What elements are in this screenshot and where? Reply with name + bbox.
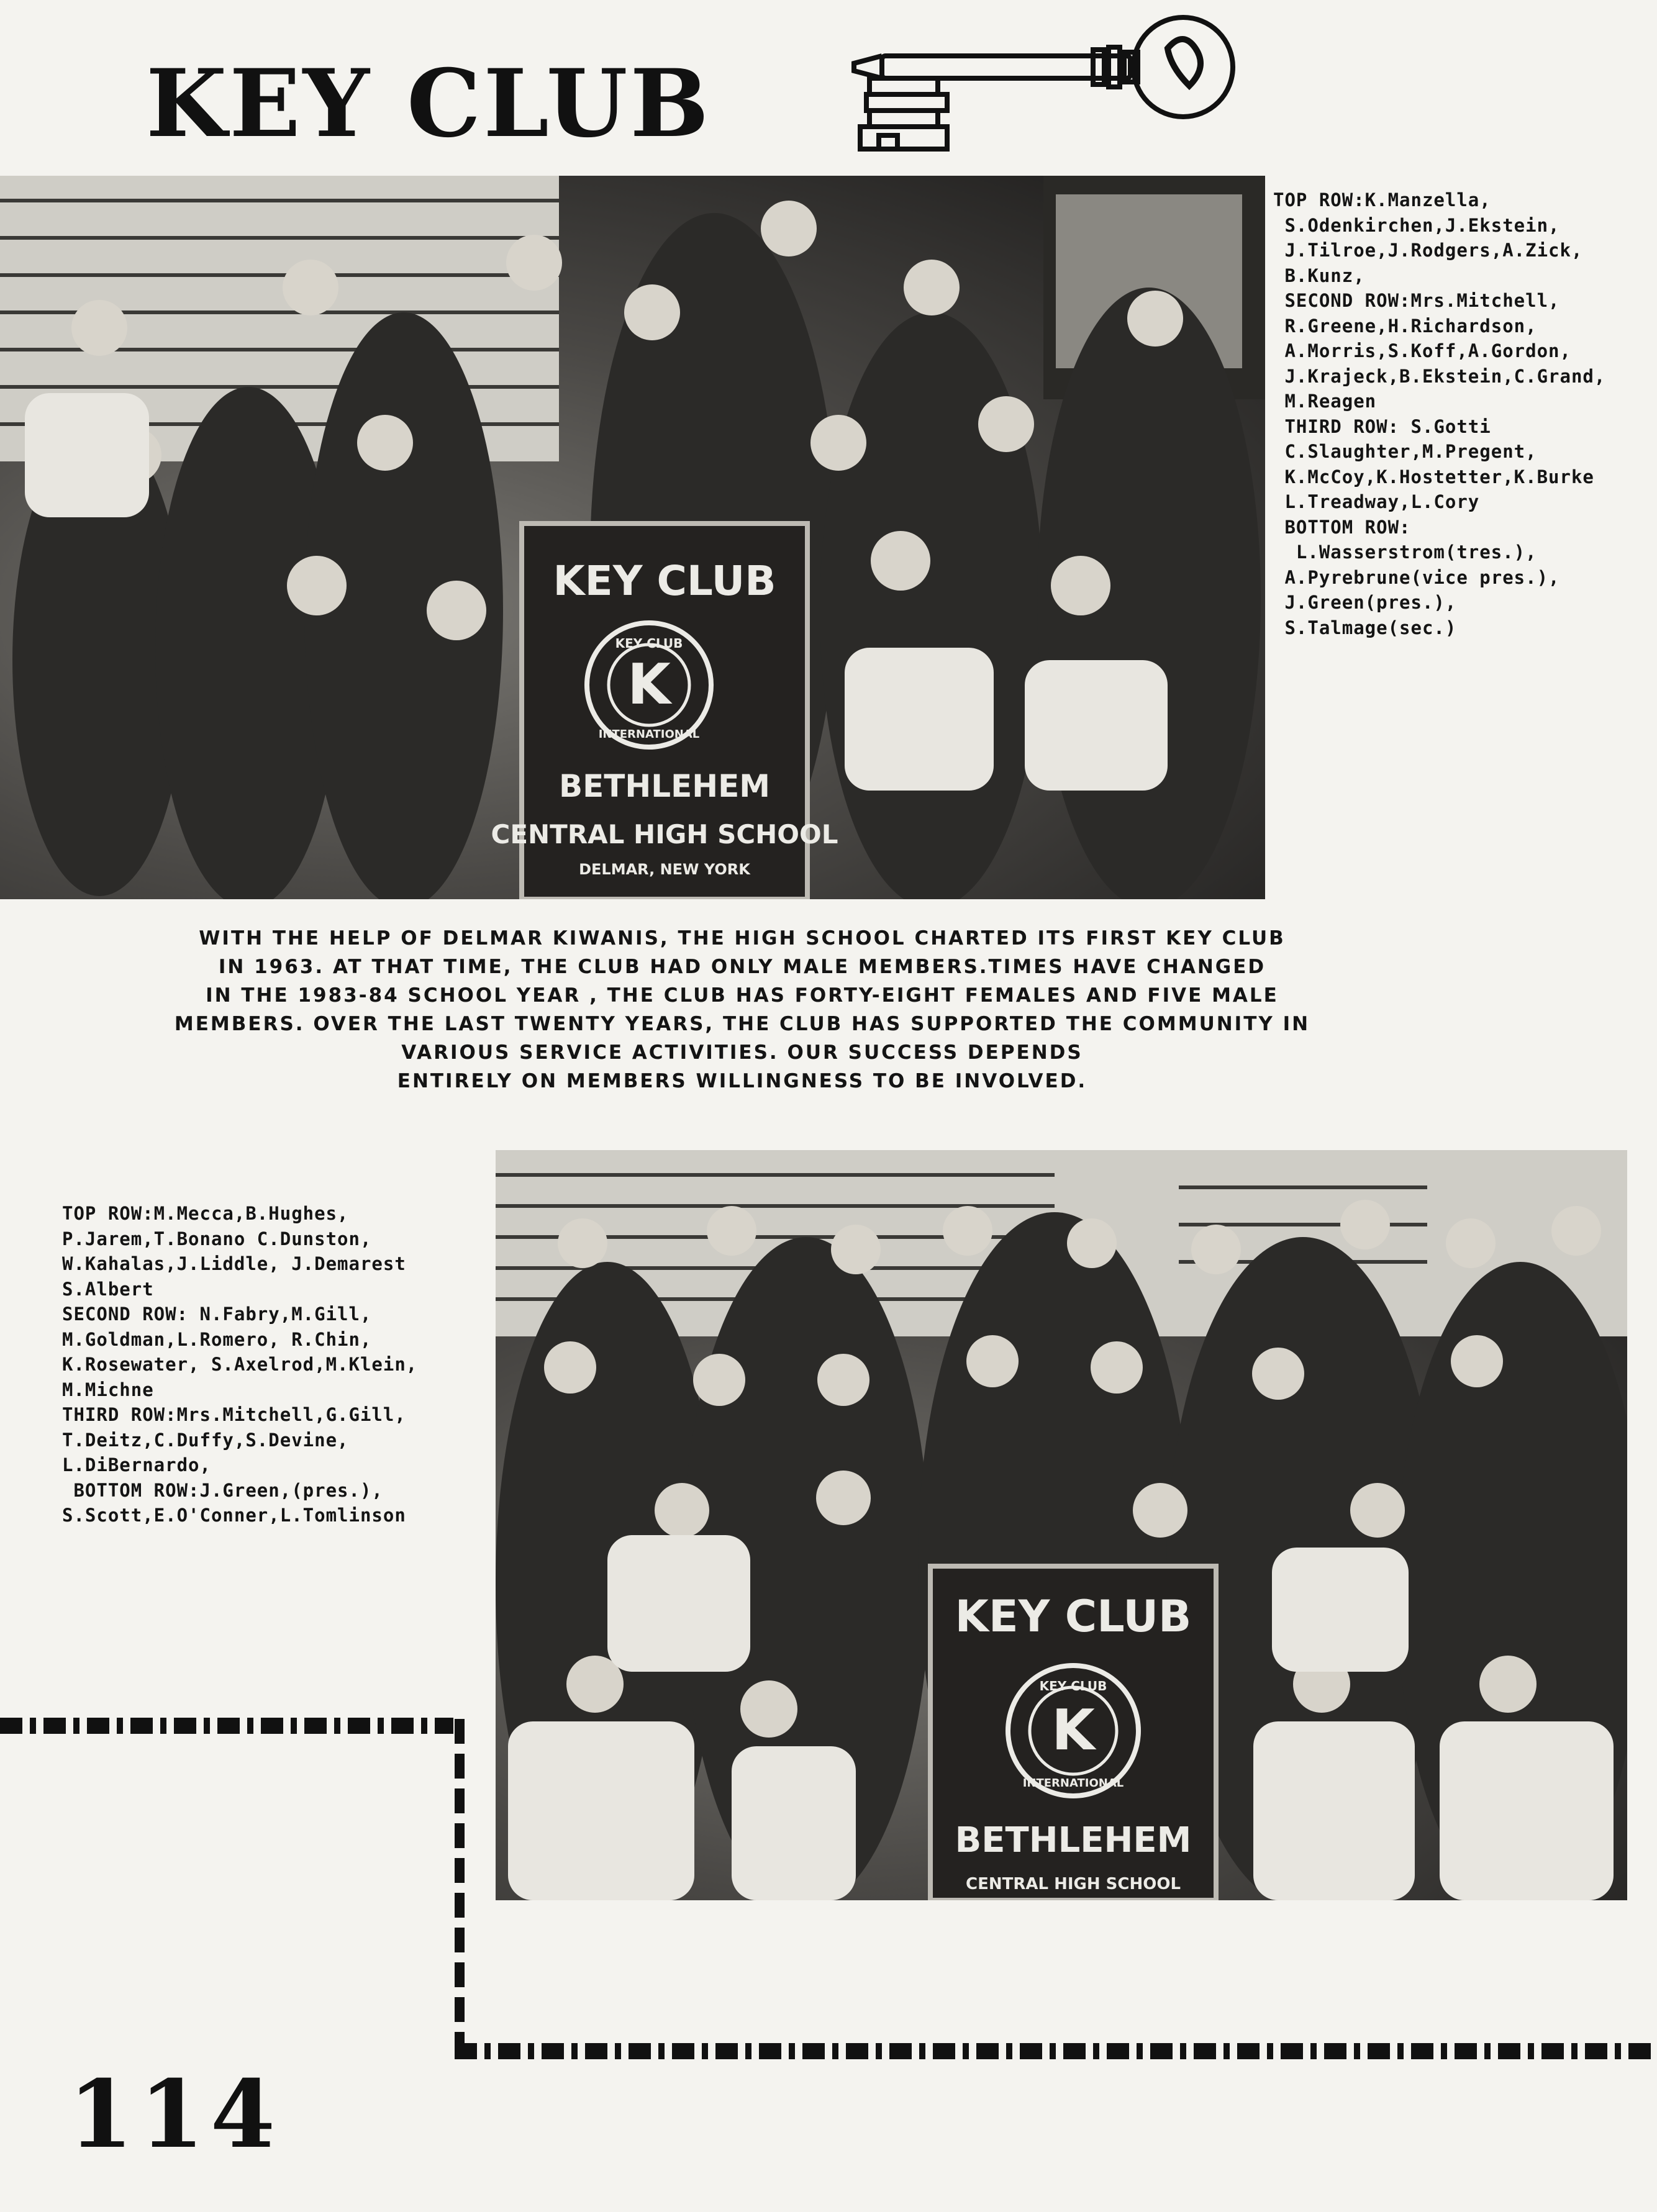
emblem-letter: K [1051, 1698, 1095, 1763]
roster-line: THIRD ROW: S.Gotti [1273, 415, 1491, 437]
roster-line: TOP ROW:K.Manzella, [1273, 189, 1491, 211]
roster-line: SECOND ROW: N.Fabry,M.Gill, [62, 1303, 372, 1325]
banner-line-2: CENTRAL HIGH SCHOOL [965, 1875, 1181, 1893]
paragraph-line: MEMBERS. OVER THE LAST TWENTY YEARS, THE CLUB HAS SUPPORTED THE COMMUNITY IN [174, 1013, 1310, 1035]
roster-line: SECOND ROW:Mrs.Mitchell, [1273, 290, 1560, 311]
paragraph-line: IN 1963. AT THAT TIME, THE CLUB HAD ONLY MALE MEMBERS.TIMES HAVE CHANGED [218, 956, 1266, 978]
roster-line: L.DiBernardo, [62, 1454, 211, 1475]
roster-line: M.Goldman,L.Romero, R.Chin, [62, 1328, 372, 1350]
decorative-border-vertical [455, 1719, 465, 2064]
roster-line: M.Reagen [1273, 391, 1377, 412]
paragraph-line: WITH THE HELP OF DELMAR KIWANIS, THE HIGH SCHOOL CHARTED ITS FIRST KEY CLUB [199, 927, 1286, 950]
roster-line: K.Rosewater, S.Axelrod,M.Klein, [62, 1354, 418, 1375]
group-photo-top [0, 176, 1265, 899]
banner-line-1: BETHLEHEM [955, 1820, 1192, 1861]
roster-line: A.Morris,S.Koff,A.Gordon, [1273, 340, 1571, 361]
roster-line: T.Deitz,C.Duffy,S.Devine, [62, 1429, 349, 1451]
roster-line: J.Tilroe,J.Rodgers,A.Zick, [1273, 240, 1583, 261]
roster-line: S.Odenkirchen,J.Ekstein, [1273, 214, 1560, 236]
roster-line: B.Kunz, [1273, 265, 1365, 286]
banner-title: KEY CLUB [955, 1591, 1192, 1642]
roster-line: A.Pyrebrune(vice pres.), [1273, 566, 1560, 588]
roster-line: S.Talmage(sec.) [1273, 617, 1457, 638]
emblem-side-text: INTERNATIONAL [1022, 1777, 1124, 1790]
club-history-paragraph [37, 924, 1447, 1095]
decorative-border-bottom [455, 2043, 1657, 2059]
emblem-top-text: KEY CLUB [615, 636, 683, 651]
roster-line: S.Scott,E.O'Conner,L.Tomlinson [62, 1505, 406, 1526]
group-photo-bottom [496, 1150, 1627, 1900]
roster-line: THIRD ROW:Mrs.Mitchell,G.Gill, [62, 1404, 406, 1425]
paragraph-line: ENTIRELY ON MEMBERS WILLINGNESS TO BE INVOLVED. [397, 1070, 1087, 1092]
roster-line: M.Michne [62, 1379, 154, 1400]
banner-title: KEY CLUB [553, 557, 776, 605]
roster-line: TOP ROW:M.Mecca,B.Hughes, [62, 1203, 349, 1224]
emblem-letter: K [627, 652, 671, 717]
banner-line-1: BETHLEHEM [559, 768, 770, 804]
roster-line: L.Treadway,L.Cory [1273, 491, 1480, 512]
decorative-border-left [0, 1718, 453, 1734]
roster-line: BOTTOM ROW:J.Green,(pres.), [62, 1479, 383, 1501]
roster-line: R.Greene,H.Richardson, [1273, 315, 1537, 337]
top-photo-roster [1273, 188, 1605, 640]
roster-line: C.Slaughter,M.Pregent, [1273, 441, 1537, 462]
page-title: KEY CLUB [146, 49, 712, 158]
bottom-photo-roster [62, 1201, 417, 1528]
roster-line: L.Wasserstrom(tres.), [1273, 542, 1537, 563]
roster-line: BOTTOM ROW: [1273, 516, 1411, 538]
paragraph-line: IN THE 1983-84 SCHOOL YEAR , THE CLUB HAS FORTY-EIGHT FEMALES AND FIVE MALE [206, 984, 1279, 1007]
key-icon [845, 11, 1248, 160]
paragraph-line: VARIOUS SERVICE ACTIVITIES. OUR SUCCESS DEPENDS [401, 1041, 1083, 1064]
roster-line: P.Jarem,T.Bonano C.Dunston, [62, 1228, 372, 1249]
roster-line: S.Albert [62, 1278, 154, 1300]
page-number: 114 [68, 2060, 282, 2169]
emblem-top-text: KEY CLUB [1039, 1679, 1107, 1693]
roster-line: W.Kahalas,J.Liddle, J.Demarest [62, 1253, 406, 1274]
roster-line: J.Krajeck,B.Ekstein,C.Grand, [1273, 365, 1606, 387]
roster-line: K.McCoy,K.Hostetter,K.Burke [1273, 466, 1594, 487]
banner-line-3: DELMAR, NEW YORK [579, 861, 750, 878]
emblem-side-text: INTERNATIONAL [598, 728, 700, 741]
roster-line: J.Green(pres.), [1273, 592, 1457, 613]
banner-line-2: CENTRAL HIGH SCHOOL [491, 819, 838, 850]
